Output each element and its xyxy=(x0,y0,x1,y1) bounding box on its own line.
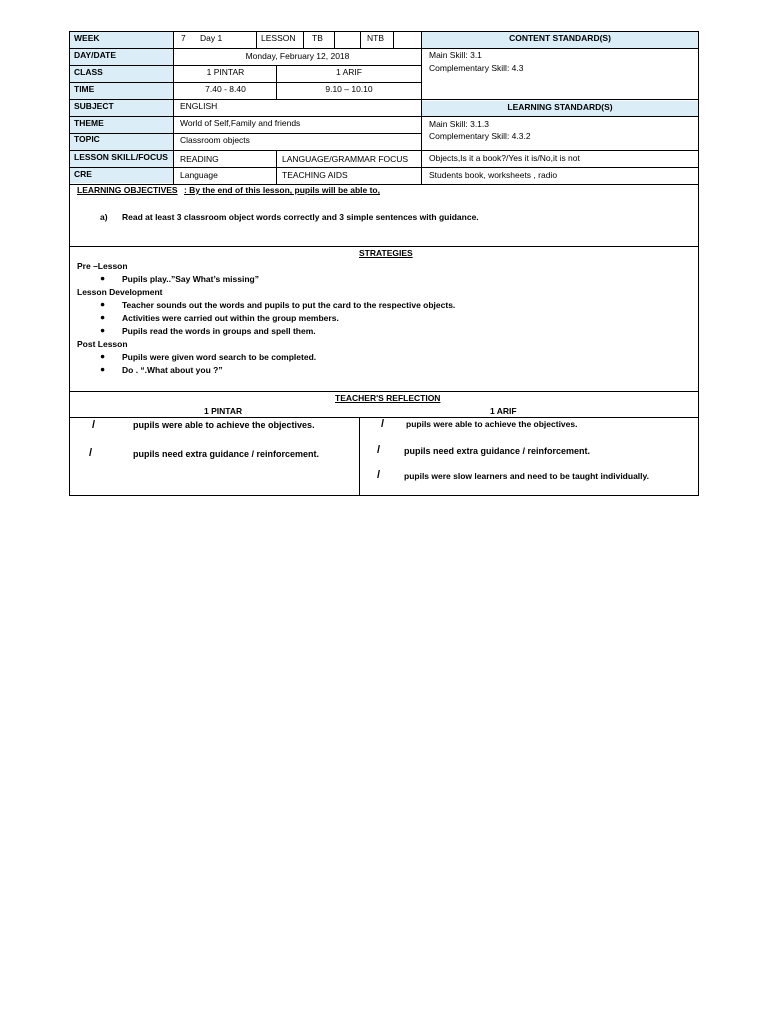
check-mark: / xyxy=(89,447,93,459)
ntb-label: NTB xyxy=(367,33,384,43)
post-item: Pupils were given word search to be completed. xyxy=(122,352,317,362)
check-mark: / xyxy=(377,444,381,456)
dev-item: Pupils read the words in groups and spell them. xyxy=(122,326,316,336)
skill-label: LESSON SKILL/FOCUS xyxy=(70,151,173,167)
right-reflection-item: pupils need extra guidance / reinforcement. xyxy=(404,446,591,456)
dev-item: Activities were carried out within the group members. xyxy=(122,313,339,323)
grid-line xyxy=(70,167,698,168)
grid-line xyxy=(359,417,360,496)
bullet-icon: ● xyxy=(100,312,106,322)
dev-label: Lesson Development xyxy=(77,287,163,297)
bullet-icon: ● xyxy=(100,299,106,309)
date-value: Monday, February 12, 2018 xyxy=(245,51,350,61)
grid-line xyxy=(70,99,698,100)
grammar-value: Objects,Is it a book?/Yes it is/No,it is not xyxy=(429,153,580,163)
grid-line xyxy=(70,65,422,66)
grid-line xyxy=(70,391,698,392)
objectives-label: LEARNING OBJECTIVES xyxy=(77,185,178,195)
grid-line xyxy=(70,417,698,418)
class-label: CLASS xyxy=(70,66,173,82)
grid-line xyxy=(276,150,277,184)
grid-line xyxy=(70,133,422,134)
reflection-title: TEACHER'S REFLECTION xyxy=(335,393,441,403)
lesson-plan-table xyxy=(69,31,699,496)
daydate-label: DAY/DATE xyxy=(70,49,173,65)
grid-line xyxy=(70,82,422,83)
grid-line xyxy=(70,150,698,151)
learning-comp-skill: Complementary Skill: 4.3.2 xyxy=(429,131,531,141)
right-reflection-item: pupils were able to achieve the objectives. xyxy=(406,419,578,429)
bullet-icon: ● xyxy=(100,325,106,335)
theme-value: World of Self,Family and friends xyxy=(180,118,301,128)
check-mark: / xyxy=(377,469,381,481)
content-standard-label: CONTENT STANDARD(S) xyxy=(422,32,698,48)
class-2-value: 1 ARIF xyxy=(336,67,362,77)
left-reflection-item: pupils were able to achieve the objectives. xyxy=(133,420,315,430)
grid-line xyxy=(70,184,698,185)
time-label: TIME xyxy=(70,83,173,99)
tb-label: TB xyxy=(312,33,323,43)
grammar-label: LANGUAGE/GRAMMAR FOCUS xyxy=(282,154,409,164)
time-2-value: 9.10 – 10.10 xyxy=(325,84,373,94)
grid-line xyxy=(303,32,304,48)
check-mark: / xyxy=(92,419,96,431)
cre-value: Language xyxy=(180,170,218,180)
learning-main-skill: Main Skill: 3.1.3 xyxy=(429,119,489,129)
learning-standard-label: LEARNING STANDARD(S) xyxy=(422,101,698,116)
grid-line xyxy=(334,32,335,48)
check-mark: / xyxy=(381,418,385,430)
reflection-right-class: 1 ARIF xyxy=(490,406,517,416)
bullet-icon: ● xyxy=(100,273,106,283)
aids-value: Students book, worksheets , radio xyxy=(429,170,558,180)
cre-label: CRE xyxy=(70,168,173,183)
post-item: Do . “.What about you ?” xyxy=(122,365,223,375)
theme-label: THEME xyxy=(70,117,173,133)
topic-value: Classroom objects xyxy=(180,135,250,145)
content-main-skill: Main Skill: 3.1 xyxy=(429,50,482,60)
strategies-title: STRATEGIES xyxy=(359,248,413,258)
bullet-icon: ● xyxy=(100,351,106,361)
subject-value: ENGLISH xyxy=(180,101,218,111)
topic-label: TOPIC xyxy=(70,133,173,150)
grid-line xyxy=(421,32,422,184)
day-value: Day 1 xyxy=(200,33,223,43)
class-1-value: 1 PINTAR xyxy=(206,67,245,77)
subject-label: SUBJECT xyxy=(70,100,173,116)
grid-line xyxy=(70,246,698,247)
right-reflection-item: pupils were slow learners and need to be taught individually. xyxy=(404,471,649,481)
lesson-label: LESSON xyxy=(261,33,296,43)
objective-text: Read at least 3 classroom object words correctly and 3 simple sentences with guidance. xyxy=(122,212,479,222)
dev-item: Teacher sounds out the words and pupils to put the card to the respective objects. xyxy=(122,300,456,310)
pre-item: Pupils play..”Say What’s missing” xyxy=(122,274,259,284)
week-value: 7 xyxy=(181,33,186,43)
grid-line xyxy=(70,116,698,117)
grid-line xyxy=(173,32,174,184)
reflection-left-class: 1 PINTAR xyxy=(204,406,243,416)
grid-line xyxy=(276,65,277,99)
week-label: WEEK xyxy=(70,32,173,48)
objectives-heading xyxy=(77,185,380,195)
grid-line xyxy=(70,48,698,49)
objectives-intro: : By the end of this lesson, pupils will be able to, xyxy=(183,185,380,195)
bullet-icon: ● xyxy=(100,364,106,374)
aids-label: TEACHING AIDS xyxy=(282,170,348,180)
pre-lesson-label: Pre –Lesson xyxy=(77,261,128,271)
content-comp-skill: Complementary Skill: 4.3 xyxy=(429,63,524,73)
post-lesson-label: Post Lesson xyxy=(77,339,128,349)
objective-letter: a) xyxy=(100,212,108,222)
left-reflection-item: pupils need extra guidance / reinforcement. xyxy=(133,449,320,459)
grid-line xyxy=(256,32,257,48)
grid-line xyxy=(393,32,394,48)
time-1-value: 7.40 - 8.40 xyxy=(205,84,246,94)
skill-value: READING xyxy=(180,154,219,164)
grid-line xyxy=(360,32,361,48)
